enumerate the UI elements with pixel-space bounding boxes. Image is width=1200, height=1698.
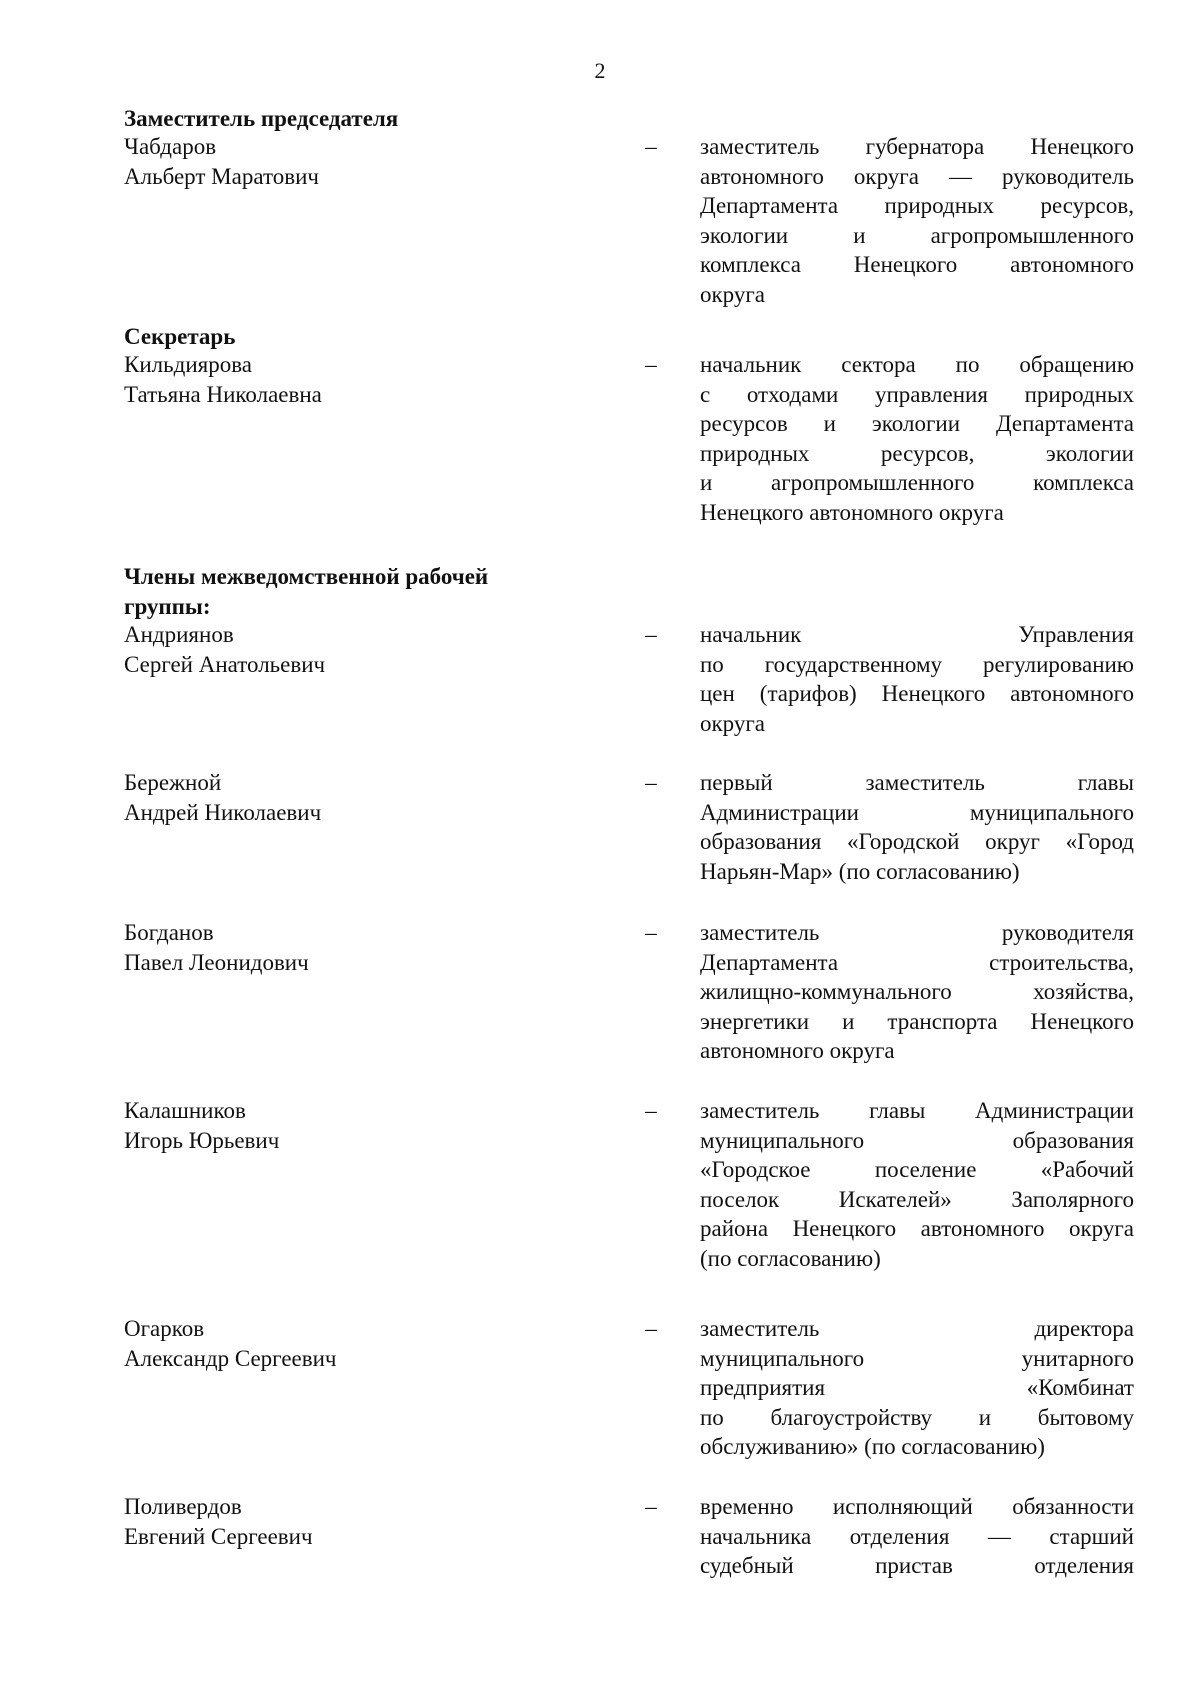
member-position [700,350,1134,528]
dash-separator: – [645,920,657,945]
member-name [124,1492,574,1551]
member-given-names: Евгений Сергеевич [124,1523,313,1549]
dash-separator: – [645,1316,657,1341]
position-line: предприятия «Комбинат [700,1375,1134,1401]
member-position [700,1492,1134,1581]
position-line: обслуживанию» (по согласованию) [700,1434,1045,1460]
position-line: района Ненецкого автономного округа [700,1216,1134,1242]
section-heading-deputy-chairman: Заместитель председателя [124,106,399,131]
page-number: 2 [594,58,606,83]
dash-separator: – [645,1494,657,1519]
member-surname: Огарков [124,1316,205,1341]
position-line: начальник сектора по обращению [700,352,1134,377]
member-surname: Бережной [124,770,222,795]
member-given-names: Игорь Юрьевич [124,1127,280,1153]
position-line: округа [700,281,766,307]
position-line: «Городское поселение «Рабочий [700,1157,1134,1183]
member-position [700,918,1134,1066]
section-heading-secretary: Секретарь [124,324,236,349]
member-name [124,620,574,679]
position-line: природных ресурсов, экологии [700,440,1134,466]
member-surname: Поливердов [124,1494,242,1519]
member-position [700,620,1134,738]
position-line: комплекса Ненецкого автономного [700,252,1134,278]
position-line: по государственному регулированию [700,651,1134,677]
member-position [700,1096,1134,1274]
member-surname: Калашников [124,1098,246,1123]
member-name [124,350,574,409]
member-name [124,132,574,191]
dash-separator: – [645,770,657,795]
position-line: Ненецкого автономного округа [700,499,1004,525]
position-line: временно исполняющий обязанности [700,1494,1134,1519]
member-position [700,132,1134,310]
position-line: с отходами управления природных [700,381,1134,407]
position-line: автономного округа — руководитель [700,163,1134,189]
member-given-names: Сергей Анатольевич [124,651,326,677]
member-given-names: Павел Леонидович [124,949,309,975]
dash-separator: – [645,134,657,159]
member-given-names: Александр Сергеевич [124,1345,337,1371]
position-line: по благоустройству и бытовому [700,1404,1134,1430]
dash-separator: – [645,622,657,647]
member-name [124,1314,574,1373]
dash-separator: – [645,1098,657,1123]
position-line: первый заместитель главы [700,770,1134,795]
position-line: начальника отделения — старший [700,1523,1134,1549]
position-line: начальник Управления [700,622,1134,647]
member-surname: Андриянов [124,622,234,647]
position-line: (по согласованию) [700,1245,881,1271]
position-line: заместитель руководителя [700,920,1134,945]
member-surname: Чабдаров [124,134,217,159]
member-surname: Богданов [124,920,214,945]
position-line: ресурсов и экологии Департамента [700,411,1134,437]
position-line: автономного округа [700,1038,895,1064]
position-line: муниципального унитарного [700,1345,1134,1371]
member-name [124,1096,574,1155]
position-line: Нарьян-Мар» (по согласованию) [700,858,1020,884]
member-name [124,918,574,977]
position-line: судебный пристав отделения [700,1553,1134,1579]
position-line: экологии и агропромышленного [700,222,1134,248]
position-line: заместитель главы Администрации [700,1098,1134,1123]
position-line: Департамента строительства, [700,949,1134,975]
position-line: заместитель губернатора Ненецкого [700,134,1134,159]
member-surname: Кильдиярова [124,352,252,377]
member-given-names: Татьяна Николаевна [124,381,322,407]
position-line: поселок Искателей» Заполярного [700,1186,1134,1212]
position-line: Администрации муниципального [700,799,1134,825]
member-position [700,768,1134,886]
position-line: и агропромышленного комплекса [700,470,1134,496]
dash-separator: – [645,352,657,377]
position-line: Департамента природных ресурсов, [700,193,1134,219]
member-given-names: Андрей Николаевич [124,799,322,825]
position-line: округа [700,710,766,736]
member-position [700,1314,1134,1462]
section-heading-members: Члены межведомственной рабочей группы: [124,564,489,619]
position-line: заместитель директора [700,1316,1134,1341]
position-line: образования «Городской округ «Город [700,829,1134,855]
position-line: муниципального образования [700,1127,1134,1153]
position-line: цен (тарифов) Ненецкого автономного [700,681,1134,707]
member-name [124,768,574,827]
position-line: энергетики и транспорта Ненецкого [700,1008,1134,1034]
position-line: жилищно-коммунального хозяйства, [700,979,1134,1005]
member-given-names: Альберт Маратович [124,163,319,189]
